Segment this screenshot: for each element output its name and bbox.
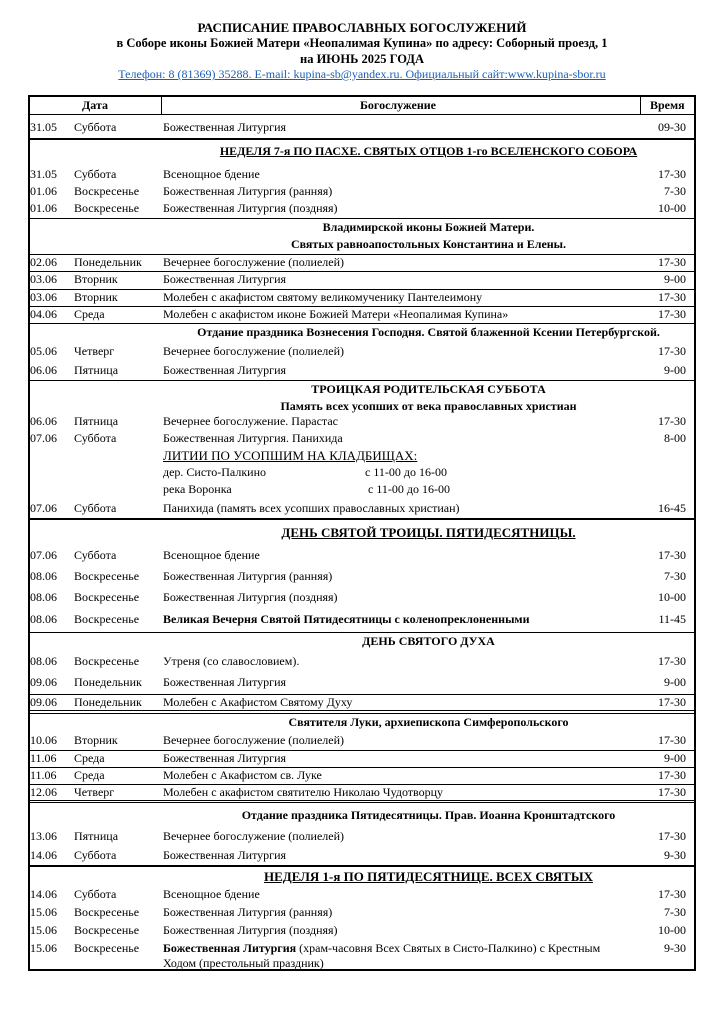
section-subtitle: Память всех усопших от века православных христиан	[280, 399, 577, 413]
row-service: Божественная Литургия	[163, 675, 287, 689]
section-title: ТРОИЦКАЯ РОДИТЕЛЬСКАЯ СУББОТА	[311, 382, 546, 396]
row-date: 04.06	[30, 307, 57, 321]
col-date-header: Дата	[82, 98, 108, 112]
row-time: 17-30	[658, 887, 686, 901]
section-heading	[30, 380, 694, 415]
row-date: 08.06	[30, 612, 57, 626]
row-date: 08.06	[30, 654, 57, 668]
row-date: 15.06	[30, 941, 57, 955]
row-date: 08.06	[30, 569, 57, 583]
row-weekday: Понедельник	[74, 695, 142, 709]
section-title: ДЕНЬ СВЯТОЙ ТРОИЦЫ. ПЯТИДЕСЯТНИЦЫ.	[281, 525, 576, 540]
row-weekday: Суббота	[74, 848, 117, 862]
section-heading	[30, 323, 694, 341]
row-time: 17-30	[658, 733, 686, 747]
row-weekday: Понедельник	[74, 255, 142, 269]
row-time: 10-00	[658, 590, 686, 604]
section-title: НЕДЕЛЯ 1-я ПО ПЯТИДЕСЯТНИЦЕ. ВСЕХ СВЯТЫХ	[264, 869, 593, 884]
row-date: 09.06	[30, 675, 57, 689]
section-title: Отдание праздника Пятидесятницы. Прав. Иоанна Кронштадтского	[241, 808, 616, 822]
row-time: 7-30	[664, 569, 686, 583]
row-time: 17-30	[658, 829, 686, 843]
cemetery-name: река Воронка	[163, 482, 232, 496]
row-weekday: Воскресенье	[74, 201, 140, 215]
row-date: 11.06	[30, 768, 57, 782]
row-time: 17-30	[658, 167, 686, 181]
row-time: 17-30	[658, 654, 686, 668]
row-time: 9-30	[664, 941, 686, 955]
section-heading	[30, 865, 694, 887]
row-weekday: Среда	[74, 307, 105, 321]
cemetery-hours: с 11-00 до 16-00	[365, 465, 447, 479]
row-weekday: Суббота	[74, 501, 117, 515]
row-date: 14.06	[30, 848, 57, 862]
church-location: в Соборе иконы Божией Матери «Неопалимая Купина» по адресу: Соборный проезд, 1	[116, 36, 608, 50]
section-heading	[30, 138, 694, 166]
row-date: 01.06	[30, 201, 57, 215]
section-heading	[30, 518, 694, 548]
row-weekday: Воскресенье	[74, 941, 140, 955]
row-date: 31.05	[30, 167, 57, 181]
row-date: 07.06	[30, 431, 57, 445]
row-date: 15.06	[30, 923, 57, 937]
row-time: 9-00	[664, 363, 686, 377]
row-service: Божественная Литургия	[163, 751, 287, 765]
row-service: Божественная Литургия (поздняя)	[163, 590, 338, 604]
table-row	[30, 271, 694, 287]
row-service: Всенощное бдение	[163, 548, 260, 562]
table-row	[30, 306, 694, 322]
row-service: Всенощное бдение	[163, 167, 260, 181]
row-date: 08.06	[30, 590, 57, 604]
row-time: 7-30	[664, 184, 686, 198]
row-weekday: Вторник	[74, 733, 118, 747]
row-time: 17-30	[658, 695, 686, 709]
row-service: Божественная Литургия	[163, 848, 287, 862]
schedule-period: на ИЮНЬ 2025 ГОДА	[300, 52, 424, 66]
row-date: 07.06	[30, 548, 57, 562]
row-date: 02.06	[30, 255, 57, 269]
row-weekday: Суббота	[74, 120, 117, 134]
row-service: Вечернее богослужение. Парастас	[163, 414, 338, 428]
row-weekday: Воскресенье	[74, 590, 140, 604]
contacts-line[interactable]	[0, 67, 724, 82]
row-service: Всенощное бдение	[163, 887, 260, 901]
row-weekday: Пятница	[74, 829, 119, 843]
row-weekday: Воскресенье	[74, 612, 140, 626]
col-time-header: Время	[650, 98, 685, 112]
row-date: 01.06	[30, 184, 57, 198]
row-service: Молебен с акафистом святому великомученику Пантелеимону	[163, 290, 483, 304]
row-date: 05.06	[30, 344, 57, 358]
section-heading	[30, 713, 694, 731]
row-weekday: Среда	[74, 751, 105, 765]
table-row	[30, 289, 694, 305]
row-time: 17-30	[658, 344, 686, 358]
row-date: 03.06	[30, 272, 57, 286]
row-time: 09-30	[658, 120, 686, 134]
row-weekday: Среда	[74, 768, 105, 782]
row-service: Вечернее богослужение (полиелей)	[163, 733, 345, 747]
row-date: 12.06	[30, 785, 57, 799]
row-date: 14.06	[30, 887, 57, 901]
row-service: Божественная Литургия (ранняя)	[163, 905, 333, 919]
row-weekday: Суббота	[74, 887, 117, 901]
table-row	[30, 784, 694, 801]
row-weekday: Суббота	[74, 167, 117, 181]
row-time: 7-30	[664, 905, 686, 919]
row-weekday: Пятница	[74, 414, 119, 428]
row-date: 07.06	[30, 501, 57, 515]
row-time: 16-45	[658, 501, 686, 515]
row-time: 17-30	[658, 255, 686, 269]
row-date: 06.06	[30, 363, 57, 377]
row-date: 06.06	[30, 414, 57, 428]
document-title: РАСПИСАНИЕ ПРАВОСЛАВНЫХ БОГОСЛУЖЕНИЙ	[197, 20, 527, 35]
table-row	[30, 767, 694, 783]
row-service: Великая Вечерня Святой Пятидесятницы с коленопреклоненными	[163, 612, 530, 626]
service-rest: (храм-часовня Всех Святых в Систо-Палкино) с Крестным	[296, 941, 601, 955]
row-time: 10-00	[658, 923, 686, 937]
row-weekday: Четверг	[74, 785, 115, 799]
row-service-cont: Ходом (престольный праздник)	[163, 956, 324, 970]
row-weekday: Пятница	[74, 363, 119, 377]
section-heading	[30, 632, 694, 650]
row-service: Божественная Литургия	[163, 120, 287, 134]
row-service: Молебен с Акафистом св. Луке	[163, 768, 322, 782]
row-weekday: Воскресенье	[74, 654, 140, 668]
row-time: 17-30	[658, 414, 686, 428]
contacts-link[interactable]: Телефон: 8 (81369) 35288. E-mail: kupina-sb@yandex.ru. Официальный сайт:www.kupina-sbor.ru	[118, 67, 606, 81]
section-title: Владимирской иконы Божией Матери.	[322, 220, 535, 234]
row-time: 17-30	[658, 307, 686, 321]
row-date: 09.06	[30, 695, 57, 709]
row-date: 03.06	[30, 290, 57, 304]
row-service: Божественная Литургия (ранняя)	[163, 569, 333, 583]
row-date: 11.06	[30, 751, 57, 765]
row-service: Божественная Литургия. Панихида	[163, 431, 343, 445]
row-service: Вечернее богослужение (полиелей)	[163, 829, 345, 843]
row-weekday: Вторник	[74, 290, 118, 304]
row-service: Божественная Литургия	[163, 272, 287, 286]
row-weekday: Четверг	[74, 344, 115, 358]
row-time: 9-00	[664, 272, 686, 286]
row-service: Божественная Литургия (поздняя)	[163, 201, 338, 215]
section-title: Святителя Луки, архиепископа Симферопольского	[288, 715, 569, 729]
row-time: 9-30	[664, 848, 686, 862]
row-service: Божественная Литургия (ранняя)	[163, 184, 333, 198]
service-bold: Божественная Литургия	[163, 941, 297, 955]
row-weekday: Воскресенье	[74, 905, 140, 919]
table-header	[30, 97, 694, 115]
row-date: 13.06	[30, 829, 57, 843]
schedule-table	[28, 95, 696, 971]
row-time: 17-30	[658, 785, 686, 799]
row-weekday: Воскресенье	[74, 184, 140, 198]
table-row	[30, 750, 694, 766]
section-title: НЕДЕЛЯ 7-я ПО ПАСХЕ. СВЯТЫХ ОТЦОВ 1-го ВСЕЛЕНСКОГО СОБОРА	[219, 144, 638, 158]
row-service: Молебен с акафистом святителю Николаю Чудотворцу	[163, 785, 444, 799]
row-weekday: Воскресенье	[74, 923, 140, 937]
row-time: 17-30	[658, 548, 686, 562]
row-time: 11-45	[658, 612, 686, 626]
row-weekday: Суббота	[74, 431, 117, 445]
row-date: 15.06	[30, 905, 57, 919]
row-weekday: Вторник	[74, 272, 118, 286]
section-title: Отдание праздника Вознесения Господня. Святой блаженной Ксении Петербургской.	[197, 325, 660, 339]
row-weekday: Суббота	[74, 548, 117, 562]
row-service: Божественная Литургия (поздняя)	[163, 923, 338, 937]
row-time: 8-00	[664, 431, 686, 445]
cemetery-hours: с 11-00 до 16-00	[368, 482, 450, 496]
col-service-header: Богослужение	[360, 98, 437, 112]
row-service: Панихида (память всех усопших православных христиан)	[163, 501, 460, 515]
row-service: Божественная Литургия	[163, 363, 287, 377]
section-subtitle: Святых равноапостольных Константина и Елены.	[290, 237, 567, 251]
section-title: ДЕНЬ СВЯТОГО ДУХА	[362, 634, 495, 648]
row-service: Вечернее богослужение (полиелей)	[163, 344, 345, 358]
row-time: 17-30	[658, 290, 686, 304]
row-date: 10.06	[30, 733, 57, 747]
row-weekday: Воскресенье	[74, 569, 140, 583]
table-row	[30, 694, 694, 711]
row-time: 9-00	[664, 751, 686, 765]
row-service	[163, 941, 638, 956]
row-time: 17-30	[658, 768, 686, 782]
row-weekday: Понедельник	[74, 675, 142, 689]
section-heading	[30, 802, 694, 829]
litiya-heading: ЛИТИИ ПО УСОПШИМ НА КЛАДБИЩАХ:	[163, 448, 418, 463]
cemetery-name: дер. Систо-Палкино	[163, 465, 267, 479]
row-time: 10-00	[658, 201, 686, 215]
table-row	[30, 254, 694, 270]
row-service: Утреня (со славословием).	[163, 654, 300, 668]
row-time: 9-00	[664, 675, 686, 689]
row-service: Молебен с акафистом иконе Божией Матери «Неопалимая Купина»	[163, 307, 509, 321]
row-service: Вечернее богослужение (полиелей)	[163, 255, 345, 269]
row-date: 31.05	[30, 120, 57, 134]
row-service: Молебен с Акафистом Святому Духу	[163, 695, 353, 709]
section-heading	[30, 218, 694, 253]
